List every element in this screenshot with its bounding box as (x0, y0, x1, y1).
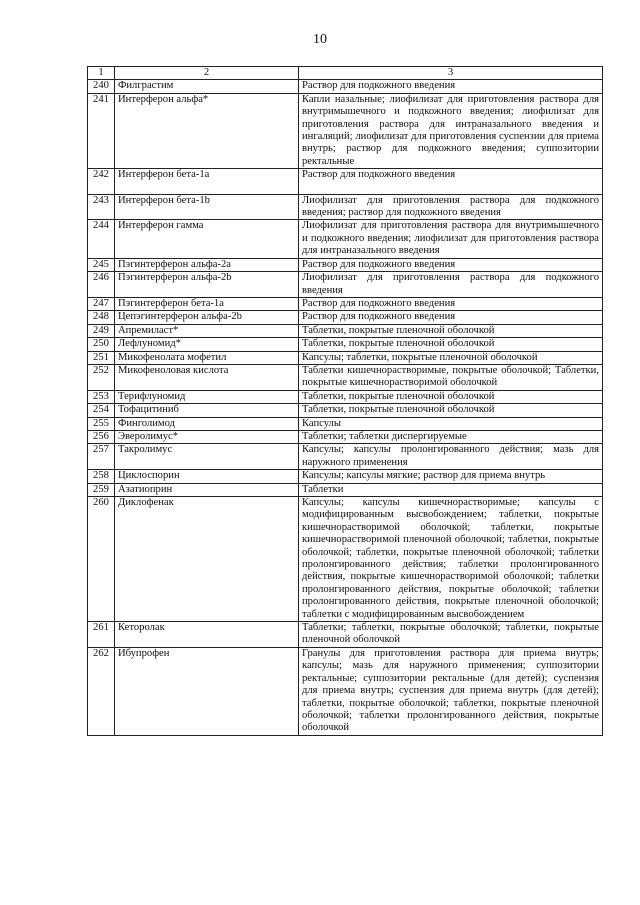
column-header-number: 1 (88, 67, 115, 80)
table-row (88, 497, 603, 622)
row-number-cell: 241 (88, 93, 115, 168)
drug-name-cell: Интерферон бета-1b (115, 194, 299, 220)
dosage-form-cell: Таблетки (299, 483, 603, 496)
table-row (88, 444, 603, 470)
dosage-form-cell: Лиофилизат для приготовления раствора для подкожного введения; раствор для подкожного введения (299, 194, 603, 220)
row-number-cell: 244 (88, 220, 115, 258)
dosage-form-cell: Капли назальные; лиофилизат для приготовления раствора для внутримышечного и подкожного введения; лиофилизат для приготовления раствора для интраназального введения и ингаляций; лиофилизат для приготовления суспензии для приема внутрь; раствор для подкожного введения; суппозитории ректальные (299, 93, 603, 168)
table-row (88, 351, 603, 364)
drug-name-cell: Тофацитиниб (115, 404, 299, 417)
dosage-form-cell: Таблетки, покрытые пленочной оболочкой (299, 404, 603, 417)
table-row (88, 470, 603, 483)
dosage-form-cell: Раствор для подкожного введения (299, 258, 603, 271)
table-row (88, 297, 603, 310)
row-number-cell: 254 (88, 404, 115, 417)
dosage-form-cell: Капсулы; капсулы мягкие; раствор для приема внутрь (299, 470, 603, 483)
drug-name-cell: Пэгинтерферон альфа-2а (115, 258, 299, 271)
dosage-form-cell: Таблетки кишечнорастворимые, покрытые оболочкой; Таблетки, покрытые кишечнорастворимой оболочкой (299, 364, 603, 390)
table-row (88, 194, 603, 220)
dosage-form-cell: Лиофилизат для приготовления раствора для внутримышечного и подкожного введения; лиофилизат для приготовления раствора для интраназального введения (299, 220, 603, 258)
drug-name-cell: Такролимус (115, 444, 299, 470)
row-number-cell: 261 (88, 622, 115, 648)
row-number-cell: 245 (88, 258, 115, 271)
row-number-cell: 255 (88, 417, 115, 430)
table-row (88, 404, 603, 417)
drug-name-cell: Кеторолак (115, 622, 299, 648)
dosage-form-cell: Раствор для подкожного введения (299, 80, 603, 93)
table-row (88, 430, 603, 443)
dosage-form-cell: Раствор для подкожного введения (299, 297, 603, 310)
drug-name-cell: Интерферон гамма (115, 220, 299, 258)
row-number-cell: 259 (88, 483, 115, 496)
row-number-cell: 240 (88, 80, 115, 93)
row-number-cell: 253 (88, 390, 115, 403)
drug-name-cell: Интерферон альфа* (115, 93, 299, 168)
drug-name-cell: Терифлуномид (115, 390, 299, 403)
column-header-form: 3 (299, 67, 603, 80)
row-number-cell: 249 (88, 324, 115, 337)
table-row (88, 364, 603, 390)
table-row (88, 93, 603, 168)
row-number-cell: 243 (88, 194, 115, 220)
table-row (88, 80, 603, 93)
dosage-form-cell: Таблетки, покрытые пленочной оболочкой (299, 338, 603, 351)
table-row (88, 338, 603, 351)
dosage-form-cell: Капсулы; капсулы кишечнорастворимые; капсулы с модифицированным высвобождением; таблетки, покрытые кишечнорастворимой оболочкой; таблетки, покрытые кишечнорастворимой пленочной оболочкой; таблетки, покрытые оболочкой; таблетки, покрытые пленочной оболочкой; таблетки пролонгированного действия; таблетки пролонгированного действия, покрытые кишечнорастворимой оболочкой; таблетки пролонгированного действия, покрытые оболочкой; таблетки пролонгированного действия, покрытые пленочной оболочкой; таблетки с модифицированным высвобождением (299, 497, 603, 622)
row-number-cell: 256 (88, 430, 115, 443)
dosage-form-cell: Капсулы; таблетки, покрытые пленочной оболочкой (299, 351, 603, 364)
drug-name-cell: Эверолимус* (115, 430, 299, 443)
dosage-form-cell: Раствор для подкожного введения (299, 311, 603, 324)
row-number-cell: 260 (88, 497, 115, 622)
drug-name-cell: Диклофенак (115, 497, 299, 622)
table-row (88, 272, 603, 298)
row-number-cell: 250 (88, 338, 115, 351)
row-number-cell: 246 (88, 272, 115, 298)
drug-name-cell: Финголимод (115, 417, 299, 430)
row-number-cell: 248 (88, 311, 115, 324)
drug-name-cell: Пэгинтерферон альфа-2b (115, 272, 299, 298)
dosage-form-cell: Таблетки, покрытые пленочной оболочкой (299, 390, 603, 403)
table-row (88, 647, 603, 735)
table-row (88, 311, 603, 324)
dosage-form-cell: Таблетки; таблетки, покрытые оболочкой; таблетки, покрытые пленочной оболочкой (299, 622, 603, 648)
dosage-form-cell: Таблетки; таблетки диспергируемые (299, 430, 603, 443)
drug-name-cell: Лефлуномид* (115, 338, 299, 351)
drug-name-cell: Циклоспорин (115, 470, 299, 483)
table-header-row (88, 67, 603, 80)
drug-name-cell: Азатиоприн (115, 483, 299, 496)
row-number-cell: 247 (88, 297, 115, 310)
dosage-form-cell: Гранулы для приготовления раствора для приема внутрь; капсулы; мазь для наружного применения; суппозитории ректальные; суппозитории ректальные (для детей); суспензия для приема внутрь; суспензия для приема внутрь (для детей); таблетки, покрытые оболочкой; таблетки, покрытые пленочной оболочкой; таблетки пролонгированного действия, покрытые оболочкой (299, 647, 603, 735)
column-header-name: 2 (115, 67, 299, 80)
table-row (88, 220, 603, 258)
dosage-form-cell: Капсулы; капсулы пролонгированного действия; мазь для наружного применения (299, 444, 603, 470)
drug-name-cell: Микофеноловая кислота (115, 364, 299, 390)
row-number-cell: 252 (88, 364, 115, 390)
drug-name-cell: Апремиласт* (115, 324, 299, 337)
drug-name-cell: Микофенолата мофетил (115, 351, 299, 364)
dosage-form-cell: Раствор для подкожного введения (299, 169, 603, 194)
row-number-cell: 251 (88, 351, 115, 364)
table-row (88, 483, 603, 496)
table-row (88, 258, 603, 271)
dosage-form-cell: Таблетки, покрытые пленочной оболочкой (299, 324, 603, 337)
row-number-cell: 242 (88, 169, 115, 194)
table-row (88, 169, 603, 194)
row-number-cell: 257 (88, 444, 115, 470)
row-number-cell: 258 (88, 470, 115, 483)
drug-name-cell: Пэгинтерферон бета-1а (115, 297, 299, 310)
dosage-form-cell: Капсулы (299, 417, 603, 430)
drug-name-cell: Ибупрофен (115, 647, 299, 735)
table-row (88, 622, 603, 648)
drug-name-cell: Интерферон бета-1а (115, 169, 299, 194)
drug-table (87, 66, 603, 736)
dosage-form-cell: Лиофилизат для приготовления раствора для подкожного введения (299, 272, 603, 298)
table-row (88, 417, 603, 430)
drug-name-cell: Цепэгинтерферон альфа-2b (115, 311, 299, 324)
drug-name-cell: Филграстим (115, 80, 299, 93)
table-body (88, 80, 603, 735)
table-row (88, 324, 603, 337)
page-number: 10 (313, 32, 327, 47)
row-number-cell: 262 (88, 647, 115, 735)
table-row (88, 390, 603, 403)
